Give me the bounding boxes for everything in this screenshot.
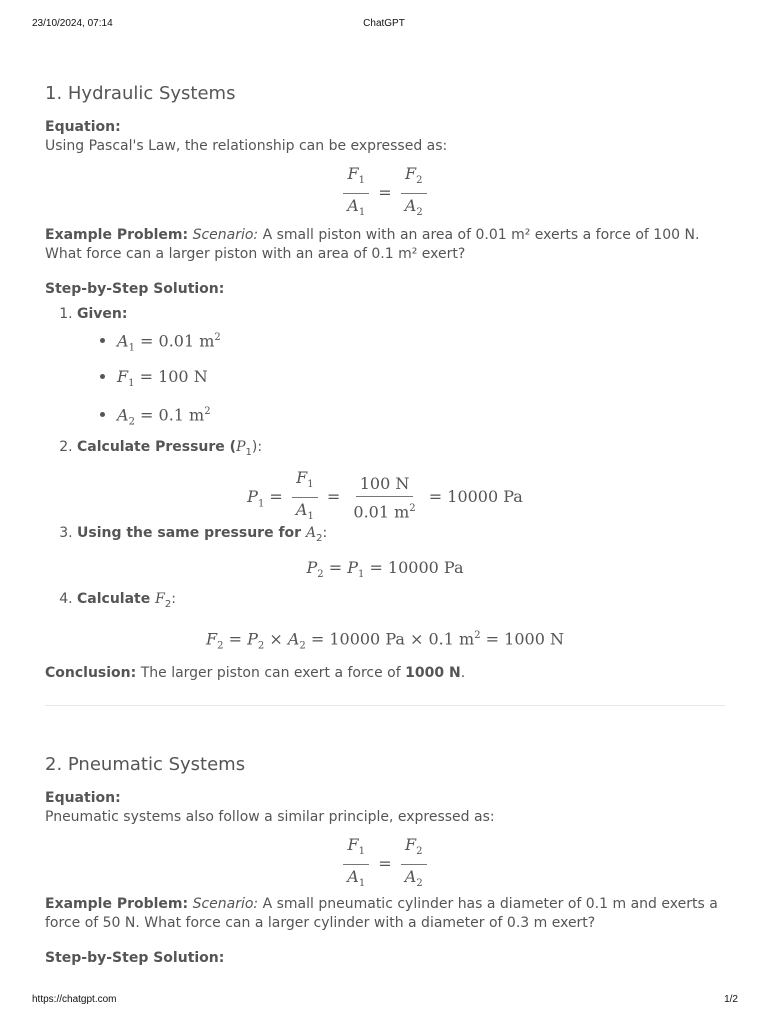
document-body: [45, 82, 725, 683]
force-equation: $F_2 = P_2 \times A_2 = 10000$ Pa × 0.1 $m^2 = 1000$ N: [206, 628, 564, 652]
given-item: • $A_2 = 0.1$ $m^2$: [117, 398, 725, 437]
same-pressure-equation: $P_2 = P_1 = 10000$ Pa: [306, 557, 464, 580]
document-body-section2: [45, 753, 725, 968]
solution-label: Step-by-Step Solution:: [45, 950, 225, 966]
given-list: [77, 324, 725, 436]
step-same-pressure: 3. Using the same pressure for $A_2$: $P_2 = P_1 = 10000$ Pa: [77, 524, 725, 586]
page-number: 1/2: [724, 994, 738, 1005]
solution-label: Step-by-Step Solution:: [45, 281, 225, 297]
pneumatic-equation: $\frac{F_1}{A_1}$ = $\frac{F_2}{A_2}$: [45, 835, 725, 885]
section-heading-hydraulic: 1. Hydraulic Systems: [45, 83, 236, 104]
step-calc-pressure: 2. Calculate Pressure $(P_1)$: $P_1$ = $\frac{F_1}{A_1}$ = $\frac{100 N}{0.01 m^2}$ = 10000 Pa: [77, 438, 725, 520]
page-header: [32, 18, 736, 32]
pressure-equation: $P_1$ = $\frac{F_1}{A_1}$ = $\frac{100 N}{0.01 m^2}$ = 10000 Pa: [247, 468, 523, 523]
equation-label: Equation:: [45, 790, 121, 806]
section-heading-pneumatic: 2. Pneumatic Systems: [45, 754, 246, 775]
footer-url[interactable]: https://chatgpt.com: [32, 994, 117, 1005]
conclusion: Conclusion: The larger piston can exert a force of 1000 N.: [45, 664, 466, 681]
pascal-equation: $\frac{F_1}{A_1}$ = $\frac{F_2}{A_2}$: [45, 164, 725, 214]
given-item: • $A_1 = 0.01$ $m^2$: [117, 324, 725, 363]
page-footer: [32, 994, 738, 1008]
equation-label: Equation:: [45, 119, 121, 135]
equation-intro: Using Pascal's Law, the relationship can be expressed as:: [45, 138, 448, 154]
equation-intro: Pneumatic systems also follow a similar principle, expressed as:: [45, 809, 495, 825]
step-calc-force: 4. Calculate $F_2$: $F_2 = P_2 \times A_2 = 10000$ Pa × 0.1 $m^2 = 1000$ N: [77, 590, 725, 654]
print-datetime: 23/10/2024, 07:14: [32, 18, 113, 29]
example-problem: Example Problem: Scenario: A small pneumatic cylinder has a diameter of 0.1 m and exerts a force of 50 N. What force can a larger cylinder with a diameter of 0.3 m exert?: [45, 896, 718, 931]
given-item: • $F_1 = 100$ N: [117, 363, 725, 398]
print-title: ChatGPT: [363, 18, 405, 29]
solution-steps: [45, 305, 725, 654]
section-divider: [45, 705, 725, 706]
example-problem: Example Problem: Scenario: A small piston with an area of 0.01 m² exerts a force of 100 N. What force can a larger piston with an area of 0.1 m² exert?: [45, 227, 700, 262]
step-given: 1. Given: • $A_1 = 0.01$ $m^2$ • $F_1 = 100$ N • $A_2 = 0.1$ $m^2$: [77, 305, 725, 436]
